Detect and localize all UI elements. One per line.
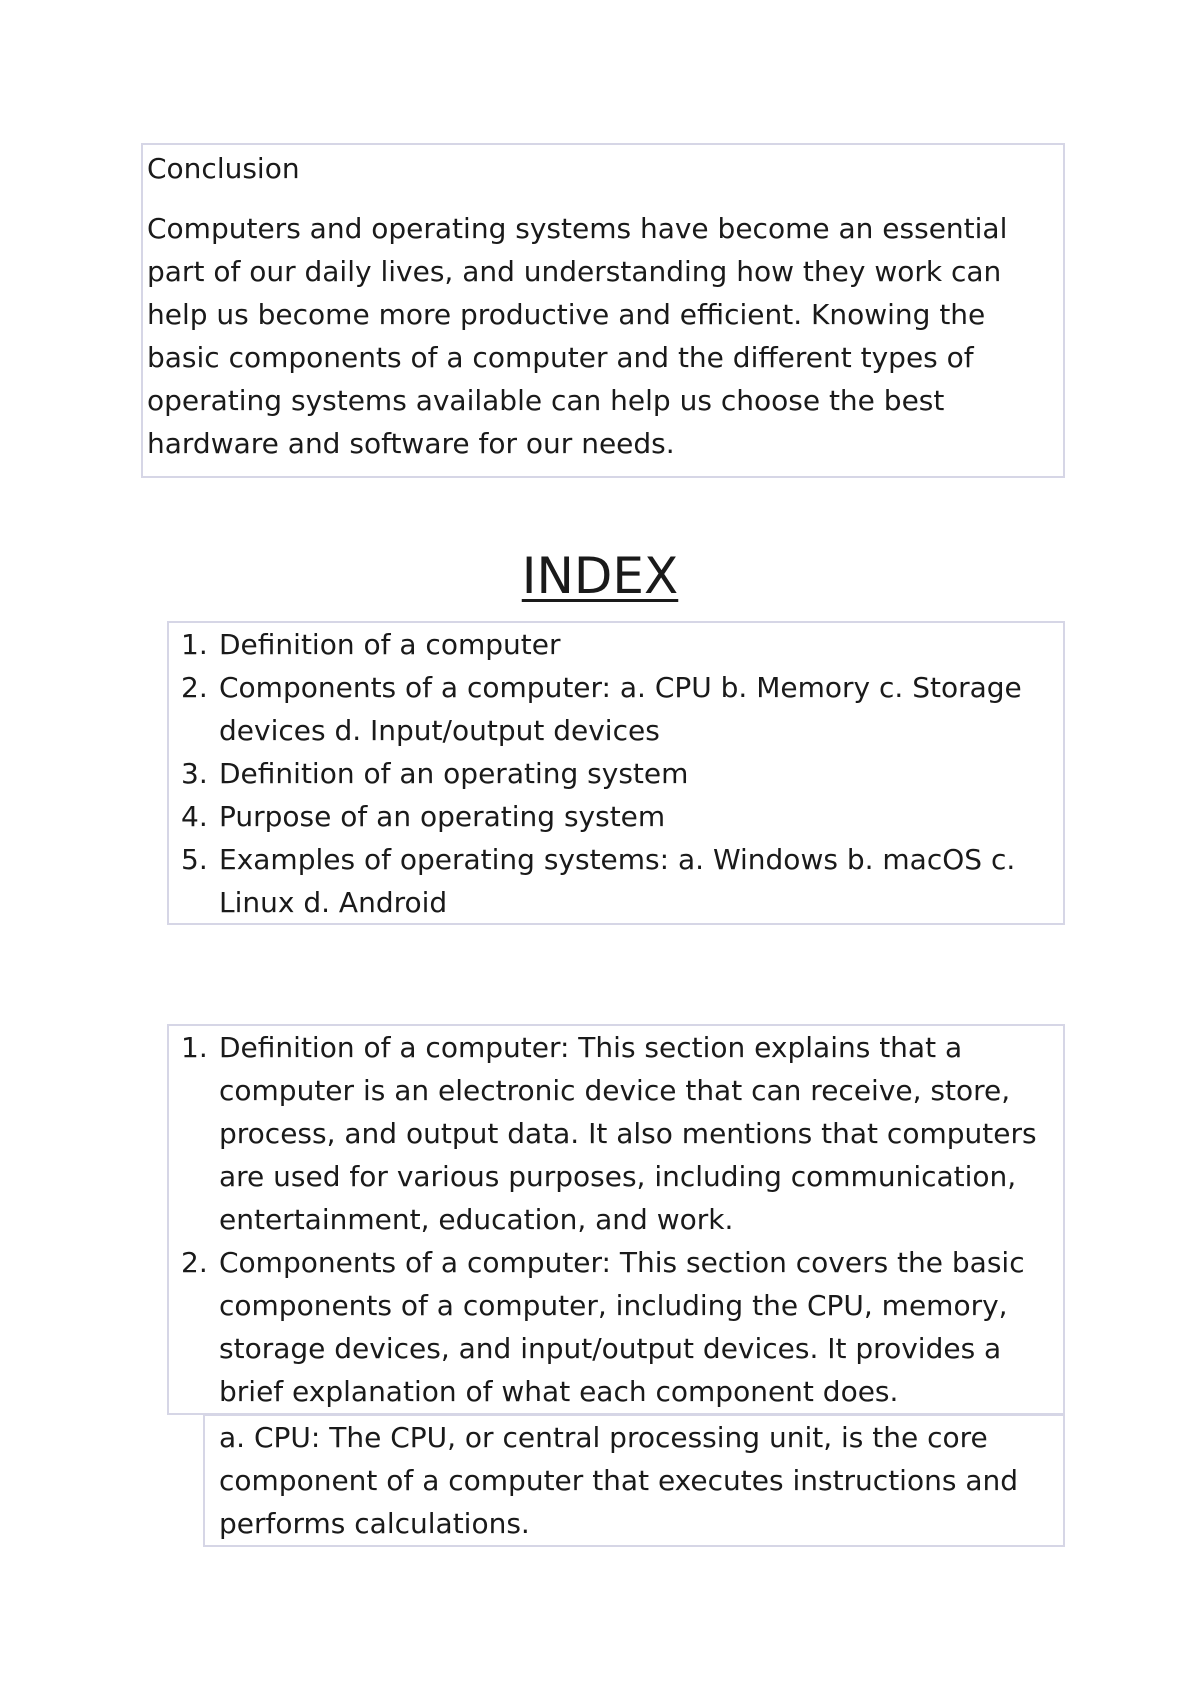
list-item [169,623,1063,666]
details-list-box [167,1024,1065,1415]
cpu-subitem-text: a. CPU: The CPU, or central processing unit, is the core component of a computer that executes instructions and performs calculations. [219,1421,1018,1540]
list-item-text: Components of a computer: a. CPU b. Memory c. Storage devices d. Input/output devices [219,671,1022,747]
details-list [169,1026,1063,1413]
list-item [169,666,1063,752]
conclusion-section [141,143,1065,478]
list-item-text: Examples of operating systems: a. Windows b. macOS c. Linux d. Android [219,843,1016,919]
conclusion-heading: Conclusion [147,152,300,185]
list-item [169,752,1063,795]
list-item [169,838,1063,924]
index-list [169,623,1063,924]
index-list-box [167,621,1065,925]
list-item-text: Definition of a computer: This section explains that a computer is an electronic device that can receive, store, process, and output data. It also mentions that computers are used for various purposes, including communication, entertainment, education, and work. [219,1031,1037,1236]
cpu-subitem-box [203,1414,1065,1547]
list-item-text: Purpose of an operating system [219,800,666,833]
list-number: 4. [181,800,208,833]
index-title: INDEX [521,547,679,605]
list-number: 3. [181,757,208,790]
conclusion-body: Computers and operating systems have become an essential part of our daily lives, and understanding how they work can help us become more productive and efficient. Knowing the basic components of a computer and the different types of operating systems available can help us choose the best hardware and software for our needs. [147,212,1008,460]
list-number: 2. [181,1246,208,1279]
list-item-text: Definition of a computer [219,628,561,661]
list-number: 2. [181,671,208,704]
list-item [169,1026,1063,1241]
list-item [169,1241,1063,1413]
list-number: 5. [181,843,208,876]
list-item-text: Definition of an operating system [219,757,689,790]
list-number: 1. [181,628,208,661]
list-item [169,795,1063,838]
list-number: 1. [181,1031,208,1064]
list-item-text: Components of a computer: This section covers the basic components of a computer, including the CPU, memory, storage devices, and input/output devices. It provides a brief explanation of what each component does. [219,1246,1025,1408]
